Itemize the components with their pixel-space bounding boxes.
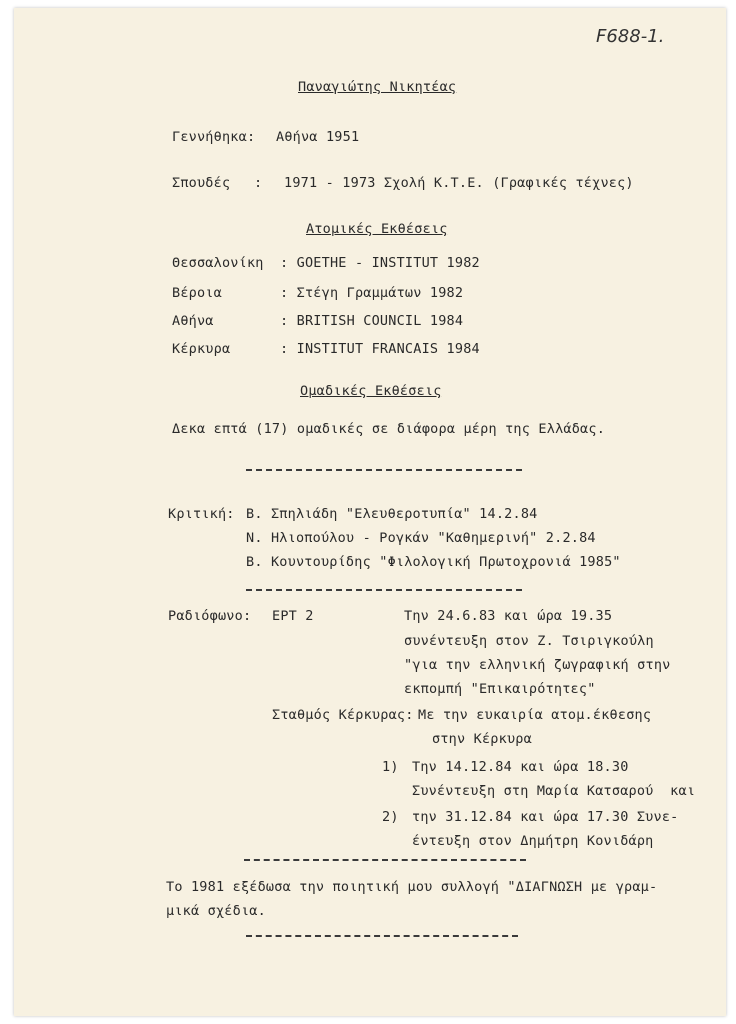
radio-station-corfu-label: Σταθμός Κέρκυρας: bbox=[272, 707, 414, 723]
radio-corfu-line: στην Κέρκυρα bbox=[432, 731, 532, 747]
radio-station-ert: ΕΡΤ 2 bbox=[272, 608, 314, 624]
archive-code: F688-1. bbox=[596, 26, 665, 47]
interview-number: 1) bbox=[382, 759, 399, 775]
born-label: Γεννήθηκα: bbox=[172, 129, 256, 145]
critique-item: Β. Σπηλιάδη "Ελευθεροτυπία" 14.2.84 bbox=[246, 506, 538, 522]
interview-line: Την 14.12.84 και ώρα 18.30 bbox=[412, 759, 629, 775]
interview-line: έντευξη στον Δημήτρη Κονιδάρη bbox=[412, 833, 654, 849]
studies-value: 1971 - 1973 Σχολή Κ.Τ.Ε. (Γραφικές τέχνες) bbox=[284, 175, 634, 191]
radio-ert-line: Την 24.6.83 και ώρα 19.35 bbox=[404, 608, 613, 624]
publication-line: Το 1981 εξέδωσα την ποιητική μου συλλογή "ΔΙΑΓΝΩΣΗ με γραμ- bbox=[166, 879, 658, 895]
divider bbox=[244, 859, 526, 861]
radio-ert-line: συνέντευξη στον Ζ. Τσιριγκούλη bbox=[404, 633, 654, 649]
publication-line: μικά σχέδια. bbox=[166, 903, 266, 919]
radio-ert-line: "για την ελληνική ζωγραφική στην bbox=[404, 657, 671, 673]
radio-ert-line: εκπομπή "Επικαιρότητες" bbox=[404, 681, 596, 697]
radio-corfu-line: Με την ευκαιρία ατομ.έκθεσης bbox=[418, 707, 652, 723]
critique-item: Β. Κουντουρίδης "Φιλολογική Πρωτοχρονιά 1985" bbox=[246, 554, 621, 570]
interview-line: Συνέντευξη στη Μαρία Κατσαρού και bbox=[412, 783, 696, 799]
group-heading: Ομαδικές Εκθέσεις bbox=[300, 383, 442, 399]
divider bbox=[246, 935, 518, 937]
solo-venue: : INSTITUT FRANCAIS 1984 bbox=[280, 341, 480, 357]
studies-label: Σπουδές bbox=[172, 175, 231, 191]
radio-label: Ραδιόφωνο: bbox=[168, 608, 252, 624]
born-value: Αθήνα 1951 bbox=[276, 129, 360, 145]
solo-city: Βέροια bbox=[172, 285, 222, 301]
divider bbox=[246, 589, 522, 591]
solo-venue: : Στέγη Γραμμάτων 1982 bbox=[280, 285, 464, 301]
solo-heading: Ατομικές Εκθέσεις bbox=[306, 221, 448, 237]
divider bbox=[246, 469, 522, 471]
solo-city: Κέρκυρα bbox=[172, 341, 231, 357]
solo-venue: : BRITISH COUNCIL 1984 bbox=[280, 313, 464, 329]
solo-city: Θεσσαλονίκη bbox=[172, 255, 264, 271]
solo-city: Αθήνα bbox=[172, 313, 214, 329]
interview-number: 2) bbox=[382, 809, 399, 825]
critique-label: Κριτική: bbox=[168, 506, 235, 522]
interview-line: την 31.12.84 και ώρα 17.30 Συνε- bbox=[412, 809, 679, 825]
studies-sep: : bbox=[254, 175, 263, 191]
solo-venue: : GOETHE - INSTITUT 1982 bbox=[280, 255, 480, 271]
group-text: Δεκα επτά (17) ομαδικές σε διάφορα μέρη της Ελλάδας. bbox=[172, 421, 606, 437]
document-title: Παναγιώτης Νικητέας bbox=[298, 79, 457, 95]
critique-item: Ν. Ηλιοπούλου - Ρογκάν "Καθημερινή" 2.2.84 bbox=[246, 530, 596, 546]
